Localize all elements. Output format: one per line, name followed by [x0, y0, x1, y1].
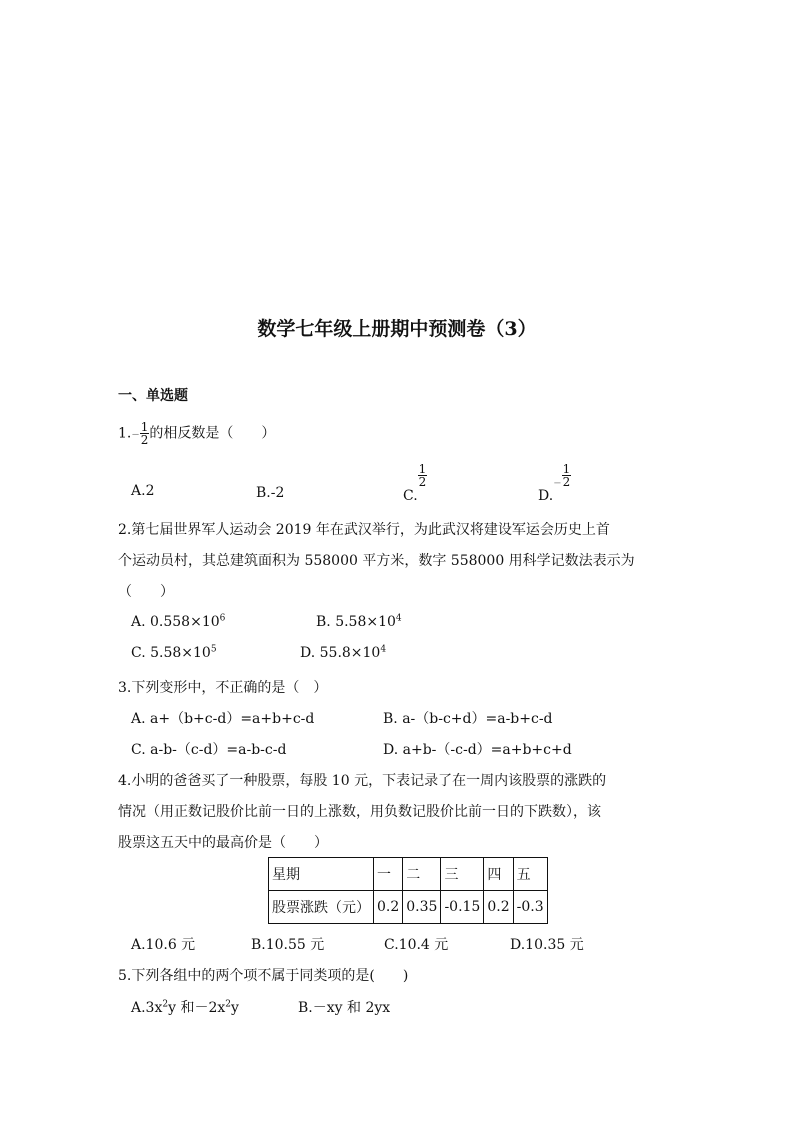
minus-sign: − [553, 478, 562, 489]
option-a [131, 483, 154, 499]
option-a: A. $0.558\times 10^6$ [131, 613, 226, 630]
option-c [403, 463, 427, 504]
table-cell: 股票涨跌（元） [269, 891, 374, 924]
option-a: $A.3x^2y$ 和$-2x^2y$ [131, 999, 239, 1016]
table-cell: 二 [403, 858, 441, 891]
table-cell: -0.3 [513, 891, 547, 924]
question-5-stem: 5.下列各组中的两个项不属于同类项的是( ) [118, 968, 409, 984]
option-d: D.10.35 元 [510, 937, 584, 953]
option-c: C.10.4 元 [384, 937, 449, 953]
option-b: B.-2 [256, 485, 285, 501]
stem-text: 的相反数是（ ） [149, 425, 276, 442]
table-cell: 0.35 [403, 891, 441, 924]
table-cell: 0.2 [374, 891, 403, 924]
option-a: A.10.6 元 [131, 937, 196, 953]
question-2-line-2: 个运动员村，其总建筑面积为 558000 平方米，数字 558000 用科学记数法表示为 [118, 553, 635, 569]
option-c: C. $5.58\times 10^5$ [131, 644, 217, 661]
table-cell: 三 [441, 858, 484, 891]
question-number: 1. [118, 425, 132, 442]
question-4-line-3: 股票这五天中的最高价是（ ） [118, 835, 328, 851]
option-b: B. a-（b-c+d）=a-b+c-d [383, 711, 553, 727]
option-b: B. $5.58\times 10^4$ [316, 613, 402, 630]
table-cell: 一 [374, 858, 403, 891]
fraction: $\frac{1}{2}$ [418, 462, 427, 489]
fraction: $\frac{1}{2}$ [140, 420, 149, 447]
table-cell: 0.2 [484, 891, 513, 924]
section-heading: 一、单选题 [118, 388, 188, 404]
question-4-line-1: 4.小明的爸爸买了一种股票，每股 10 元，下表记录了在一周内该股票的涨跌的 [118, 773, 607, 789]
table-row [269, 858, 548, 891]
option-d: D. a+b-（-c-d）=a+b+c+d [383, 742, 572, 758]
question-2-line-1: 2.第七届世界军人运动会 2019 年在武汉举行，为此武汉将建设军运会历史上首 [118, 522, 610, 538]
question-3-stem: 3.下列变形中，不正确的是（ ） [118, 680, 328, 696]
question-1-stem [118, 421, 275, 446]
option-b: B.10.55 元 [251, 937, 325, 953]
page-title: 数学七年级上册期中预测卷（3） [257, 318, 537, 340]
minus-sign: − [131, 429, 140, 441]
question-2-line-3: （ ） [118, 584, 174, 600]
option-c: C. a-b-（c-d）=a-b-c-d [131, 742, 287, 758]
table-cell: -0.15 [441, 891, 484, 924]
option-label: C. [403, 488, 418, 504]
option-label: A. [131, 483, 146, 499]
option-a: A. a+（b+c-d）=a+b+c-d [131, 711, 315, 727]
option-d: D. $55.8\times 10^4$ [300, 644, 387, 661]
option-label: D. [538, 488, 554, 504]
table-row [269, 891, 548, 924]
table-cell: 四 [484, 858, 513, 891]
option-d [538, 463, 571, 504]
table-cell: 星期 [269, 858, 374, 891]
question-4-line-2: 情况（用正数记股价比前一日的上涨数，用负数记股价比前一日的下跌数），该 [118, 804, 601, 820]
option-b: B.－xy 和 2yx [298, 1000, 391, 1016]
table-cell: 五 [513, 858, 547, 891]
stock-change-table [268, 857, 548, 924]
option-value: 2 [145, 483, 155, 499]
fraction: $\frac{1}{2}$ [562, 462, 571, 489]
